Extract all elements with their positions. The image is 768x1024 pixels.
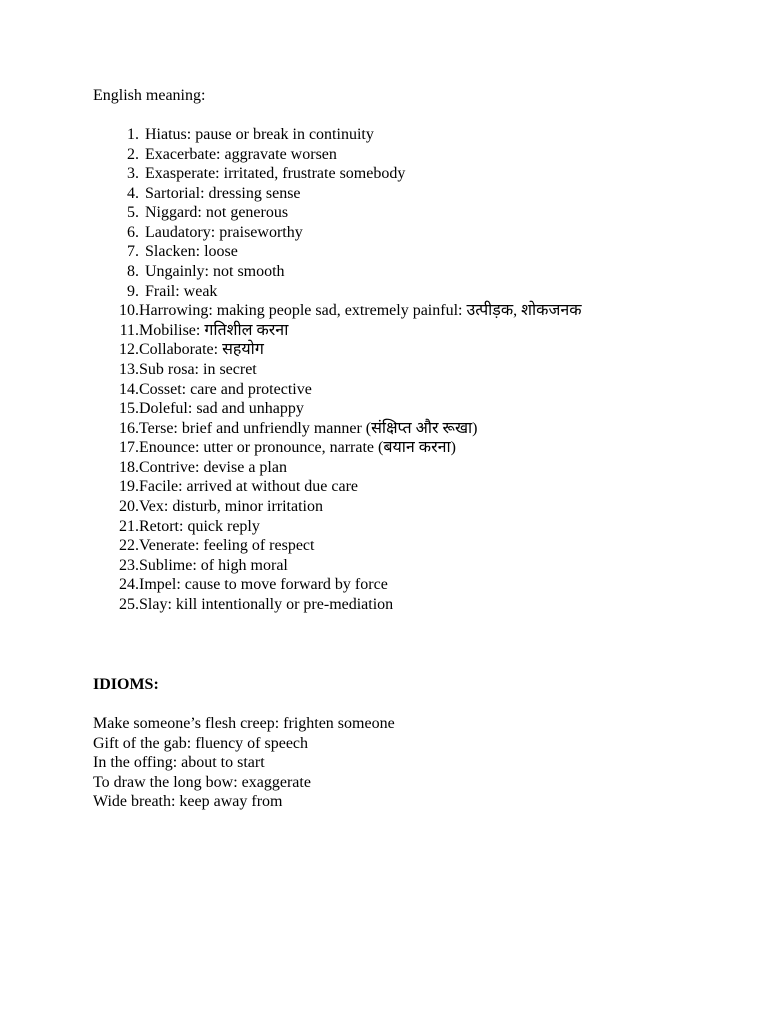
list-item-number: 18. [119, 458, 139, 476]
section-heading-english-meaning: English meaning: [93, 87, 206, 104]
list-item-number: 12. [119, 341, 139, 359]
list-item [93, 145, 582, 165]
list-item-number: 10. [119, 302, 139, 320]
list-item-text: Retort: quick reply [139, 517, 260, 535]
list-item-number: 7. [127, 243, 139, 261]
list-item-number: 9. [127, 282, 139, 300]
list-item-text: Hiatus: pause or break in continuity [145, 126, 374, 143]
list-item-number: 16. [119, 419, 139, 437]
list-item-number: 2. [127, 145, 139, 163]
list-item-text: Sartorial: dressing sense [145, 184, 301, 202]
list-item-number: 13. [119, 360, 139, 378]
list-item-number: 17. [119, 439, 139, 457]
list-item [93, 164, 582, 184]
list-item-text: Collaborate: सहयोग [139, 341, 264, 359]
list-item-number: 15. [119, 400, 139, 418]
idiom-line: Make someone’s flesh creep: frighten someone [93, 715, 395, 732]
vocabulary-list [93, 125, 582, 614]
list-item [93, 380, 582, 400]
list-item [93, 575, 582, 595]
list-item-text: Mobilise: गतिशील करना [139, 321, 289, 339]
list-item-text: Niggard: not generous [145, 204, 289, 222]
list-item [93, 477, 582, 497]
list-item-number: 20. [119, 497, 139, 515]
list-item-number: 22. [119, 537, 139, 555]
list-item-text: Slacken: loose [145, 243, 238, 261]
list-item-text: Sub rosa: in secret [139, 360, 257, 378]
list-item-text: Exasperate: irritated, frustrate somebody [145, 165, 406, 183]
list-item [93, 282, 582, 302]
list-item-text: Frail: weak [145, 282, 218, 300]
list-item-text: Harrowing: making people sad, extremely painful: उत्पीड़क, शोकजनक [139, 302, 582, 320]
idiom-line: To draw the long bow: exaggerate [93, 773, 311, 791]
list-item-text: Terse: brief and unfriendly manner (संक्षिप्त और रूखा) [139, 419, 478, 437]
list-item-text: Sublime: of high moral [139, 556, 288, 574]
list-item-text: Cosset: care and protective [139, 380, 312, 398]
list-item [93, 184, 582, 204]
idiom-line: Wide breath: keep away from [93, 793, 283, 811]
list-item [93, 595, 582, 615]
list-item [93, 419, 582, 439]
list-item-number: 1. [127, 126, 139, 143]
list-item-text: Exacerbate: aggravate worsen [145, 145, 337, 163]
list-item-number: 5. [127, 204, 139, 222]
list-item [93, 497, 582, 517]
list-item [93, 223, 582, 243]
list-item [93, 340, 582, 360]
list-item [93, 203, 582, 223]
list-item-text: Slay: kill intentionally or pre-mediation [139, 595, 394, 613]
list-item-text: Contrive: devise a plan [139, 458, 287, 476]
idiom-line: In the offing: about to start [93, 754, 265, 772]
idioms-list [93, 714, 395, 812]
list-item-number: 4. [127, 184, 139, 202]
list-item-number: 19. [119, 478, 139, 496]
list-item [93, 262, 582, 282]
list-item [93, 556, 582, 576]
list-item [93, 301, 582, 321]
list-item-text: Facile: arrived at without due care [139, 478, 359, 496]
list-item-number: 24. [119, 576, 139, 594]
list-item-number: 3. [127, 165, 139, 183]
list-item [93, 399, 582, 419]
list-item-number: 23. [119, 556, 139, 574]
list-item [93, 125, 582, 145]
list-item-number: 8. [127, 263, 139, 281]
list-item-text: Enounce: utter or pronounce, narrate (बयान करना) [139, 439, 456, 457]
list-item [93, 536, 582, 556]
list-item [93, 242, 582, 262]
section-heading-idioms: IDIOMS: [93, 676, 159, 693]
list-item-number: 14. [119, 380, 139, 398]
list-item [93, 360, 582, 380]
list-item [93, 438, 582, 458]
list-item-text: Doleful: sad and unhappy [139, 400, 304, 418]
list-item-text: Venerate: feeling of respect [139, 537, 315, 555]
list-item-text: Laudatory: praiseworthy [145, 223, 303, 241]
list-item-text: Vex: disturb, minor irritation [139, 497, 323, 515]
list-item-number: 21. [119, 517, 139, 535]
list-item [93, 517, 582, 537]
list-item-text: Ungainly: not smooth [145, 263, 285, 281]
list-item [93, 321, 582, 341]
list-item-text: Impel: cause to move forward by force [139, 576, 388, 594]
idiom-line: Gift of the gab: fluency of speech [93, 734, 309, 752]
list-item [93, 458, 582, 478]
list-item-number: 25. [119, 595, 139, 613]
list-item-number: 6. [127, 223, 139, 241]
list-item-number: 11. [119, 321, 139, 339]
